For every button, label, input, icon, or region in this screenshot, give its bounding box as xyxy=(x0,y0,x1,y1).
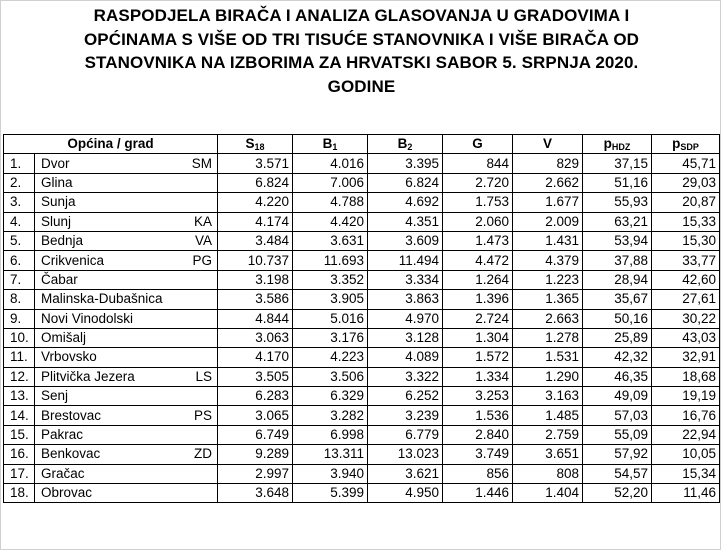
cell-phdz: 37,15 xyxy=(583,154,652,173)
cell-phdz: 63,21 xyxy=(583,212,652,231)
cell-g: 3.253 xyxy=(443,387,513,406)
cell-b1: 4.788 xyxy=(293,193,368,212)
cell-s18: 6.283 xyxy=(218,387,293,406)
cell-s18: 10.737 xyxy=(218,251,293,270)
cell-g: 3.749 xyxy=(443,445,513,464)
county-code: ZD xyxy=(194,446,212,462)
cell-v: 2.759 xyxy=(513,425,583,444)
cell-psdp: 22,94 xyxy=(652,425,720,444)
cell-v: 1.365 xyxy=(513,290,583,309)
cell-phdz: 53,94 xyxy=(583,231,652,250)
cell-v: 1.531 xyxy=(513,348,583,367)
cell-b2: 6.824 xyxy=(368,173,443,192)
cell-b2: 3.863 xyxy=(368,290,443,309)
county-code: VA xyxy=(194,233,212,249)
municipality-name: Benkovac xyxy=(41,446,101,462)
county-code: PS xyxy=(193,407,212,423)
cell-v: 1.431 xyxy=(513,231,583,250)
cell-psdp: 32,91 xyxy=(652,348,720,367)
county-code: PG xyxy=(192,252,212,268)
cell-psdp: 30,22 xyxy=(652,309,720,328)
cell-b1: 13.311 xyxy=(293,445,368,464)
cell-g: 1.396 xyxy=(443,290,513,309)
county-code xyxy=(212,387,214,405)
cell-b1: 5.399 xyxy=(293,484,368,503)
cell-v: 1.485 xyxy=(513,406,583,425)
cell-s18: 4.174 xyxy=(218,212,293,231)
cell-b1: 3.176 xyxy=(293,328,368,347)
header-b1: $B_1$ xyxy=(293,135,368,154)
cell-psdp: 15,30 xyxy=(652,231,720,250)
cell-s18: 4.220 xyxy=(218,193,293,212)
table-row xyxy=(4,154,720,173)
cell-b2: 3.395 xyxy=(368,154,443,173)
county-code: LS xyxy=(195,368,212,384)
cell-b2: 3.609 xyxy=(368,231,443,250)
row-index: 14. xyxy=(4,406,35,425)
municipality-name: Vrbovsko xyxy=(41,349,97,365)
table-row xyxy=(4,251,720,270)
county-code xyxy=(212,426,214,444)
cell-phdz: 42,32 xyxy=(583,348,652,367)
cell-b2: 4.692 xyxy=(368,193,443,212)
table-row xyxy=(4,387,720,406)
municipality-name: Plitvička Jezera xyxy=(41,368,135,384)
cell-s18: 3.198 xyxy=(218,270,293,289)
cell-b1: 4.420 xyxy=(293,212,368,231)
municipality-name: Sunja xyxy=(41,194,76,210)
row-index: 11. xyxy=(4,348,35,367)
table-row xyxy=(4,445,720,464)
cell-g: 2.840 xyxy=(443,425,513,444)
cell-v: 2.009 xyxy=(513,212,583,231)
cell-b2: 3.334 xyxy=(368,270,443,289)
row-index: 12. xyxy=(4,367,35,386)
cell-v: 1.290 xyxy=(513,367,583,386)
cell-b1: 3.940 xyxy=(293,464,368,483)
cell-v: 1.404 xyxy=(513,484,583,503)
cell-b2: 4.351 xyxy=(368,212,443,231)
cell-phdz: 55,93 xyxy=(583,193,652,212)
cell-g: 2.724 xyxy=(443,309,513,328)
cell-psdp: 42,60 xyxy=(652,270,720,289)
county-code xyxy=(212,271,214,289)
cell-s18: 6.824 xyxy=(218,173,293,192)
municipality-cell xyxy=(35,231,218,250)
cell-psdp: 27,61 xyxy=(652,290,720,309)
header-s18: $S_{18}$ xyxy=(218,135,293,154)
table-row xyxy=(4,406,720,425)
cell-phdz: 37,88 xyxy=(583,251,652,270)
municipality-cell xyxy=(35,348,218,367)
cell-psdp: 18,68 xyxy=(652,367,720,386)
cell-b1: 3.352 xyxy=(293,270,368,289)
cell-s18: 6.749 xyxy=(218,425,293,444)
cell-g: 2.720 xyxy=(443,173,513,192)
table-header-row xyxy=(4,135,720,154)
cell-b2: 6.252 xyxy=(368,387,443,406)
cell-psdp: 45,71 xyxy=(652,154,720,173)
table-row xyxy=(4,309,720,328)
municipality-name: Obrovac xyxy=(41,485,93,501)
cell-phdz: 50,16 xyxy=(583,309,652,328)
municipality-cell xyxy=(35,154,218,173)
row-index: 5. xyxy=(4,231,35,250)
cell-psdp: 15,33 xyxy=(652,212,720,231)
county-code xyxy=(212,484,214,502)
municipality-name: Novi Vinodolski xyxy=(41,310,134,326)
header-municipality: Općina / grad xyxy=(4,135,218,154)
header-v: V xyxy=(513,135,583,154)
cell-b2: 6.779 xyxy=(368,425,443,444)
municipality-name: Čabar xyxy=(41,271,78,287)
cell-v: 1.677 xyxy=(513,193,583,212)
municipality-name: Glina xyxy=(41,174,73,190)
cell-s18: 3.505 xyxy=(218,367,293,386)
row-index: 1. xyxy=(4,154,35,173)
municipality-cell xyxy=(35,425,218,444)
cell-phdz: 54,57 xyxy=(583,464,652,483)
municipality-cell xyxy=(35,445,218,464)
table-row xyxy=(4,231,720,250)
table-row xyxy=(4,212,720,231)
cell-b2: 11.494 xyxy=(368,251,443,270)
cell-s18: 2.997 xyxy=(218,464,293,483)
municipality-cell xyxy=(35,328,218,347)
cell-psdp: 20,87 xyxy=(652,193,720,212)
row-index: 17. xyxy=(4,464,35,483)
cell-g: 4.472 xyxy=(443,251,513,270)
municipality-cell xyxy=(35,464,218,483)
cell-v: 4.379 xyxy=(513,251,583,270)
cell-s18: 3.065 xyxy=(218,406,293,425)
header-g: G xyxy=(443,135,513,154)
cell-b1: 6.329 xyxy=(293,387,368,406)
cell-phdz: 57,92 xyxy=(583,445,652,464)
cell-psdp: 16,76 xyxy=(652,406,720,425)
cell-b2: 3.322 xyxy=(368,367,443,386)
row-index: 6. xyxy=(4,251,35,270)
title-line-3: STANOVNIKA NA IZBORIMA ZA HRVATSKI SABOR 5. SRPNJA 2020. xyxy=(84,53,639,72)
cell-psdp: 33,77 xyxy=(652,251,720,270)
table-row xyxy=(4,173,720,192)
header-b2: $B_2$ xyxy=(368,135,443,154)
cell-phdz: 25,89 xyxy=(583,328,652,347)
cell-s18: 3.571 xyxy=(218,154,293,173)
cell-g: 1.572 xyxy=(443,348,513,367)
results-table xyxy=(3,134,720,503)
cell-psdp: 19,19 xyxy=(652,387,720,406)
row-index: 7. xyxy=(4,270,35,289)
table-body xyxy=(4,154,720,503)
county-code: KA xyxy=(193,213,212,229)
municipality-name: Brestovac xyxy=(41,407,102,423)
cell-b2: 4.089 xyxy=(368,348,443,367)
cell-v: 3.163 xyxy=(513,387,583,406)
row-index: 4. xyxy=(4,212,35,231)
municipality-cell xyxy=(35,193,218,212)
cell-b1: 4.223 xyxy=(293,348,368,367)
cell-g: 1.446 xyxy=(443,484,513,503)
cell-phdz: 51,16 xyxy=(583,173,652,192)
cell-v: 3.651 xyxy=(513,445,583,464)
municipality-cell xyxy=(35,212,218,231)
county-code xyxy=(212,348,214,366)
cell-g: 1.753 xyxy=(443,193,513,212)
cell-v: 1.278 xyxy=(513,328,583,347)
title-line-1: RASPODJELA BIRAČA I ANALIZA GLASOVANJA U GRADOVIMA I xyxy=(93,6,630,25)
cell-v: 2.663 xyxy=(513,309,583,328)
cell-b1: 7.006 xyxy=(293,173,368,192)
row-index: 13. xyxy=(4,387,35,406)
county-code: SM xyxy=(191,155,212,171)
row-index: 2. xyxy=(4,173,35,192)
row-index: 3. xyxy=(4,193,35,212)
cell-s18: 3.063 xyxy=(218,328,293,347)
municipality-cell xyxy=(35,484,218,503)
municipality-cell xyxy=(35,173,218,192)
cell-psdp: 15,34 xyxy=(652,464,720,483)
cell-v: 1.223 xyxy=(513,270,583,289)
row-index: 16. xyxy=(4,445,35,464)
cell-g: 1.264 xyxy=(443,270,513,289)
cell-phdz: 28,94 xyxy=(583,270,652,289)
municipality-cell xyxy=(35,251,218,270)
cell-phdz: 35,67 xyxy=(583,290,652,309)
county-code xyxy=(212,290,214,308)
cell-v: 829 xyxy=(513,154,583,173)
cell-b1: 4.016 xyxy=(293,154,368,173)
cell-g: 2.060 xyxy=(443,212,513,231)
municipality-cell xyxy=(35,309,218,328)
cell-b1: 6.998 xyxy=(293,425,368,444)
cell-b2: 13.023 xyxy=(368,445,443,464)
cell-g: 1.473 xyxy=(443,231,513,250)
municipality-cell xyxy=(35,290,218,309)
table-row xyxy=(4,425,720,444)
municipality-cell xyxy=(35,406,218,425)
cell-phdz: 57,03 xyxy=(583,406,652,425)
county-code xyxy=(212,465,214,483)
municipality-name: Dvor xyxy=(41,155,70,171)
table-row xyxy=(4,193,720,212)
cell-s18: 4.844 xyxy=(218,309,293,328)
row-index: 10. xyxy=(4,328,35,347)
table-row xyxy=(4,484,720,503)
municipality-cell xyxy=(35,367,218,386)
cell-psdp: 10,05 xyxy=(652,445,720,464)
title-line-4: GODINE xyxy=(327,76,396,96)
row-index: 9. xyxy=(4,309,35,328)
cell-phdz: 55,09 xyxy=(583,425,652,444)
cell-phdz: 49,09 xyxy=(583,387,652,406)
municipality-cell xyxy=(35,387,218,406)
municipality-name: Malinska-Dubašnica xyxy=(41,291,163,307)
county-code xyxy=(212,193,214,211)
title-line-2: OPĆINAMA S VIŠE OD TRI TISUĆE STANOVNIKA I VIŠE BIRAČA OD xyxy=(83,29,640,49)
cell-b1: 3.282 xyxy=(293,406,368,425)
cell-b1: 3.905 xyxy=(293,290,368,309)
cell-psdp: 11,46 xyxy=(652,484,720,503)
cell-phdz: 52,20 xyxy=(583,484,652,503)
cell-g: 856 xyxy=(443,464,513,483)
cell-s18: 3.484 xyxy=(218,231,293,250)
row-index: 8. xyxy=(4,290,35,309)
table-row xyxy=(4,270,720,289)
row-index: 15. xyxy=(4,425,35,444)
row-index: 18. xyxy=(4,484,35,503)
header-psdp: $p_{SDP}$ xyxy=(652,135,720,154)
cell-v: 808 xyxy=(513,464,583,483)
county-code xyxy=(212,329,214,347)
cell-s18: 3.648 xyxy=(218,484,293,503)
cell-g: 1.304 xyxy=(443,328,513,347)
municipality-name: Slunj xyxy=(41,213,72,229)
document-title xyxy=(9,4,714,98)
cell-psdp: 43,03 xyxy=(652,328,720,347)
municipality-cell xyxy=(35,270,218,289)
municipality-name: Bednja xyxy=(41,233,84,249)
cell-s18: 4.170 xyxy=(218,348,293,367)
municipality-name: Gračac xyxy=(41,465,85,481)
cell-b2: 3.621 xyxy=(368,464,443,483)
cell-b1: 3.631 xyxy=(293,231,368,250)
cell-b1: 5.016 xyxy=(293,309,368,328)
cell-g: 844 xyxy=(443,154,513,173)
cell-b1: 3.506 xyxy=(293,367,368,386)
cell-b2: 4.950 xyxy=(368,484,443,503)
municipality-name: Pakrac xyxy=(41,427,84,443)
cell-phdz: 46,35 xyxy=(583,367,652,386)
table-row xyxy=(4,328,720,347)
municipality-name: Senj xyxy=(41,388,69,404)
table-row xyxy=(4,348,720,367)
municipality-name: Crikvenica xyxy=(41,252,105,268)
table-row xyxy=(4,290,720,309)
table-row xyxy=(4,464,720,483)
table-row xyxy=(4,367,720,386)
cell-g: 1.334 xyxy=(443,367,513,386)
cell-s18: 3.586 xyxy=(218,290,293,309)
cell-g: 1.536 xyxy=(443,406,513,425)
cell-b2: 3.239 xyxy=(368,406,443,425)
header-phdz: $p_{HDZ}$ xyxy=(583,135,652,154)
cell-v: 2.662 xyxy=(513,173,583,192)
cell-b2: 3.128 xyxy=(368,328,443,347)
municipality-name: Omišalj xyxy=(41,330,87,346)
county-code xyxy=(212,174,214,192)
cell-b2: 4.970 xyxy=(368,309,443,328)
cell-s18: 9.289 xyxy=(218,445,293,464)
cell-b1: 11.693 xyxy=(293,251,368,270)
county-code xyxy=(212,310,214,328)
cell-psdp: 29,03 xyxy=(652,173,720,192)
